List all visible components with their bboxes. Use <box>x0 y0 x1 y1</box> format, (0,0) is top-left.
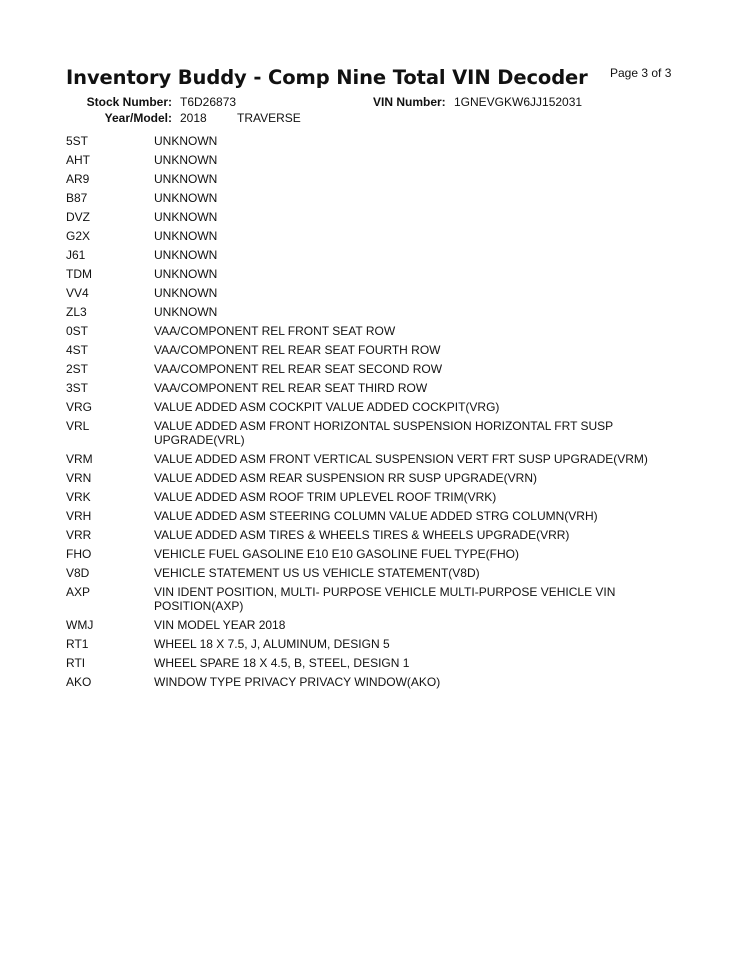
option-row <box>66 229 676 243</box>
option-row <box>66 528 676 542</box>
option-description: UNKNOWN <box>154 248 218 262</box>
option-description: WHEEL SPARE 18 X 4.5, B, STEEL, DESIGN 1 <box>154 656 410 670</box>
option-row <box>66 656 676 670</box>
option-code: WMJ <box>66 618 94 632</box>
option-code: VRK <box>66 490 91 504</box>
option-code: VRH <box>66 509 92 523</box>
option-description: VAA/COMPONENT REL REAR SEAT FOURTH ROW <box>154 343 441 357</box>
model-year-value: 2018 <box>180 111 207 125</box>
option-code: RTI <box>66 656 86 670</box>
option-code: 0ST <box>66 324 89 338</box>
option-row <box>66 471 676 485</box>
option-row <box>66 419 676 447</box>
option-code: 5ST <box>66 134 89 148</box>
option-code: B87 <box>66 191 88 205</box>
option-description: VALUE ADDED ASM REAR SUSPENSION RR SUSP UPGRADE(VRN) <box>154 471 537 485</box>
option-description: VALUE ADDED ASM ROOF TRIM UPLEVEL ROOF TRIM(VRK) <box>154 490 497 504</box>
option-code: AKO <box>66 675 92 689</box>
model-name-value: TRAVERSE <box>237 111 301 125</box>
option-row <box>66 324 676 338</box>
option-description: UNKNOWN <box>154 229 218 243</box>
option-row <box>66 547 676 561</box>
option-row <box>66 618 676 632</box>
stock-number-label: Stock Number: <box>86 95 172 109</box>
stock-number-value: T6D26873 <box>180 95 237 109</box>
option-code: TDM <box>66 267 92 281</box>
option-code: VRN <box>66 471 92 485</box>
option-code: J61 <box>66 248 86 262</box>
option-row <box>66 267 676 281</box>
option-row <box>66 362 676 376</box>
option-code: VRR <box>66 528 92 542</box>
option-row <box>66 172 676 186</box>
option-description: UNKNOWN <box>154 191 218 205</box>
option-code: FHO <box>66 547 92 561</box>
option-description: WINDOW TYPE PRIVACY PRIVACY WINDOW(AKO) <box>154 675 441 689</box>
option-row <box>66 509 676 523</box>
option-row <box>66 210 676 224</box>
option-row <box>66 134 676 148</box>
option-description: VAA/COMPONENT REL FRONT SEAT ROW <box>154 324 396 338</box>
option-description: VEHICLE FUEL GASOLINE E10 E10 GASOLINE FUEL TYPE(FHO) <box>154 547 520 561</box>
option-description: VAA/COMPONENT REL REAR SEAT SECOND ROW <box>154 362 443 376</box>
option-code: 3ST <box>66 381 89 395</box>
option-row <box>66 452 676 466</box>
option-row <box>66 343 676 357</box>
option-code: V8D <box>66 566 90 580</box>
vin-number-label: VIN Number: <box>373 95 446 109</box>
year-model-label: Year/Model: <box>104 111 172 125</box>
vin-number-value: 1GNEVGKW6JJ152031 <box>454 95 583 109</box>
option-row <box>66 248 676 262</box>
option-row <box>66 585 676 613</box>
option-code: VRL <box>66 419 90 433</box>
option-code: 4ST <box>66 343 89 357</box>
option-row <box>66 490 676 504</box>
option-code: VRM <box>66 452 93 466</box>
option-description: UNKNOWN <box>154 305 218 319</box>
option-description: VALUE ADDED ASM COCKPIT VALUE ADDED COCKPIT(VRG) <box>154 400 500 414</box>
option-description: VALUE ADDED ASM TIRES & WHEELS TIRES & WHEELS UPGRADE(VRR) <box>154 528 570 542</box>
option-description: VIN MODEL YEAR 2018 <box>154 618 286 632</box>
option-code: AXP <box>66 585 91 599</box>
option-code: VRG <box>66 400 93 414</box>
option-row <box>66 153 676 167</box>
option-description: UNKNOWN <box>154 210 218 224</box>
option-code-list <box>66 134 676 694</box>
option-description: VALUE ADDED ASM FRONT VERTICAL SUSPENSION VERT FRT SUSP UPGRADE(VRM) <box>154 452 648 466</box>
option-description: UNKNOWN <box>154 286 218 300</box>
page-title: Inventory Buddy - Comp Nine Total VIN Decoder <box>66 66 588 89</box>
option-description: UNKNOWN <box>154 172 218 186</box>
option-code: RT1 <box>66 637 89 651</box>
option-row <box>66 305 676 319</box>
option-row <box>66 286 676 300</box>
option-code: AHT <box>66 153 90 167</box>
option-description: UNKNOWN <box>154 153 218 167</box>
option-row <box>66 381 676 395</box>
option-row <box>66 675 676 689</box>
option-description: UNKNOWN <box>154 267 218 281</box>
option-description: VALUE ADDED ASM STEERING COLUMN VALUE ADDED STRG COLUMN(VRH) <box>154 509 598 523</box>
option-code: AR9 <box>66 172 90 186</box>
page-number: Page 3 of 3 <box>610 66 672 80</box>
option-code: ZL3 <box>66 305 87 319</box>
option-code: DVZ <box>66 210 90 224</box>
option-code: 2ST <box>66 362 89 376</box>
option-row <box>66 637 676 651</box>
option-row <box>66 400 676 414</box>
option-code: G2X <box>66 229 91 243</box>
option-description: VAA/COMPONENT REL REAR SEAT THIRD ROW <box>154 381 428 395</box>
option-row <box>66 191 676 205</box>
option-description: VIN IDENT POSITION, MULTI- PURPOSE VEHICLE MULTI-PURPOSE VEHICLE VIN POSITION(AXP) <box>154 585 616 613</box>
option-code: VV4 <box>66 286 89 300</box>
option-description: VEHICLE STATEMENT US US VEHICLE STATEMENT(V8D) <box>154 566 480 580</box>
option-description: WHEEL 18 X 7.5, J, ALUMINUM, DESIGN 5 <box>154 637 390 651</box>
option-description: UNKNOWN <box>154 134 218 148</box>
option-row <box>66 566 676 580</box>
option-description: VALUE ADDED ASM FRONT HORIZONTAL SUSPENSION HORIZONTAL FRT SUSP UPGRADE(VRL) <box>154 419 613 447</box>
